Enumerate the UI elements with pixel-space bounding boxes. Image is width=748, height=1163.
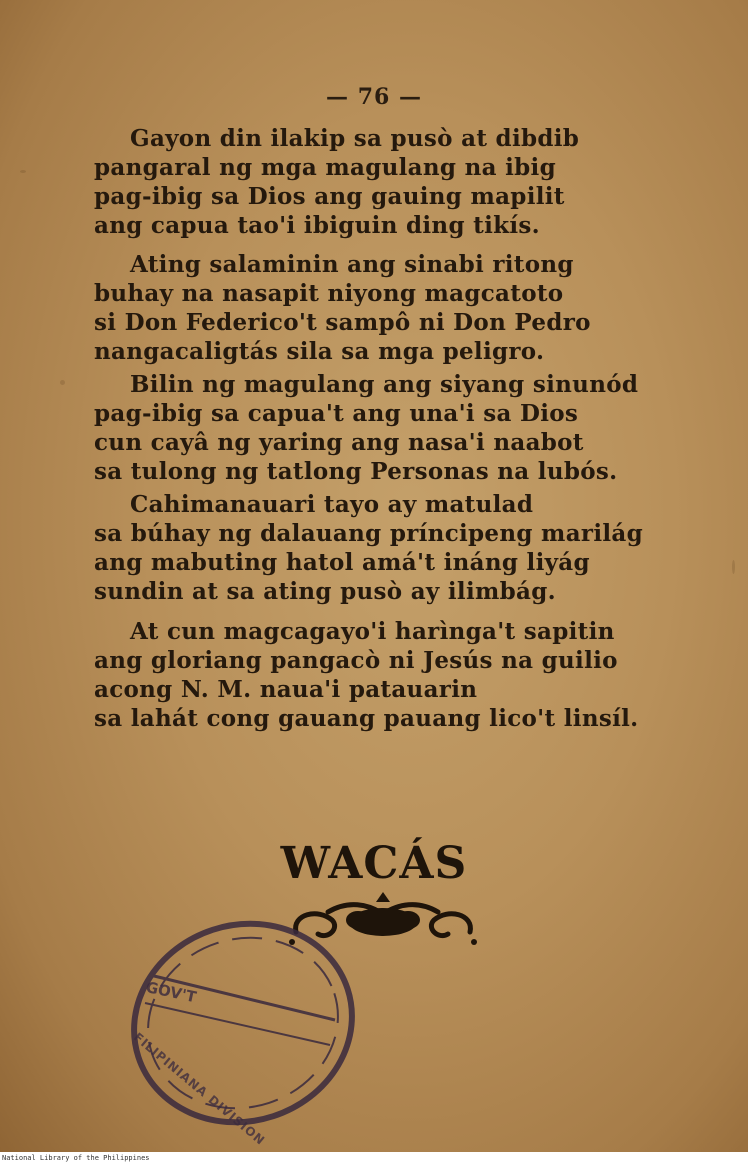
verse-line: sa tulong ng tatlong Personas na lubós. bbox=[94, 458, 618, 485]
stanza-4 bbox=[94, 490, 654, 606]
page-number: — 76 — bbox=[326, 84, 422, 110]
library-stamp-icon bbox=[95, 905, 365, 1135]
verse-line: Gayon din ilakip sa pusò at dibdib bbox=[130, 125, 580, 152]
stamp-text-bottom: FILIPINIANA DIVISION bbox=[131, 1030, 268, 1148]
verse-line: Bilin ng magulang ang siyang sinunód bbox=[130, 371, 639, 398]
footer-credit: National Library of the Philippines bbox=[2, 1154, 150, 1162]
stanza-2 bbox=[94, 250, 654, 366]
verse-line: nangacaligtás sila sa mga peligro. bbox=[94, 338, 545, 365]
verse-line: ang capua tao'i ibiguin ding tikís. bbox=[94, 212, 540, 239]
verse-line: ang gloriang pangacò ni Jesús na guilio bbox=[94, 647, 618, 674]
verse-line: sundin at sa ating pusò ay ilimbág. bbox=[94, 578, 556, 605]
verse-line: Cahimanauari tayo ay matulad bbox=[130, 491, 534, 518]
verse-line: pag-ibig sa capua't ang una'i sa Dios bbox=[94, 400, 579, 427]
verse-line: si Don Federico't sampô ni Don Pedro bbox=[94, 309, 591, 336]
verse-line: ang mabuting hatol amá't ináng liyág bbox=[94, 549, 590, 576]
verse-line: pag-ibig sa Dios ang gauing mapilit bbox=[94, 183, 565, 210]
verse-line: Ating salaminin ang sinabi ritong bbox=[130, 251, 574, 278]
stanza-5 bbox=[94, 617, 654, 733]
verse-line: At cun magcagayo'i harìnga't sapitin bbox=[130, 618, 615, 645]
stanza-1 bbox=[94, 124, 654, 240]
verse-line: sa lahát cong gauang pauang lico't linsíl. bbox=[94, 705, 639, 732]
closing-title: WACÁS bbox=[280, 838, 468, 889]
stanza-3 bbox=[94, 370, 654, 486]
verse-line: cun cayâ ng yaring ang nasa'i naabot bbox=[94, 429, 584, 456]
stamp-text-top: GOV'T bbox=[144, 978, 198, 1007]
verse-line: sa búhay ng dalauang príncipeng marilág bbox=[94, 520, 643, 547]
verse-line: buhay na nasapit niyong magcatoto bbox=[94, 280, 564, 307]
verse-line: acong N. M. naua'i patauarin bbox=[94, 676, 478, 703]
verse-line: pangaral ng mga magulang na ibig bbox=[94, 154, 556, 181]
